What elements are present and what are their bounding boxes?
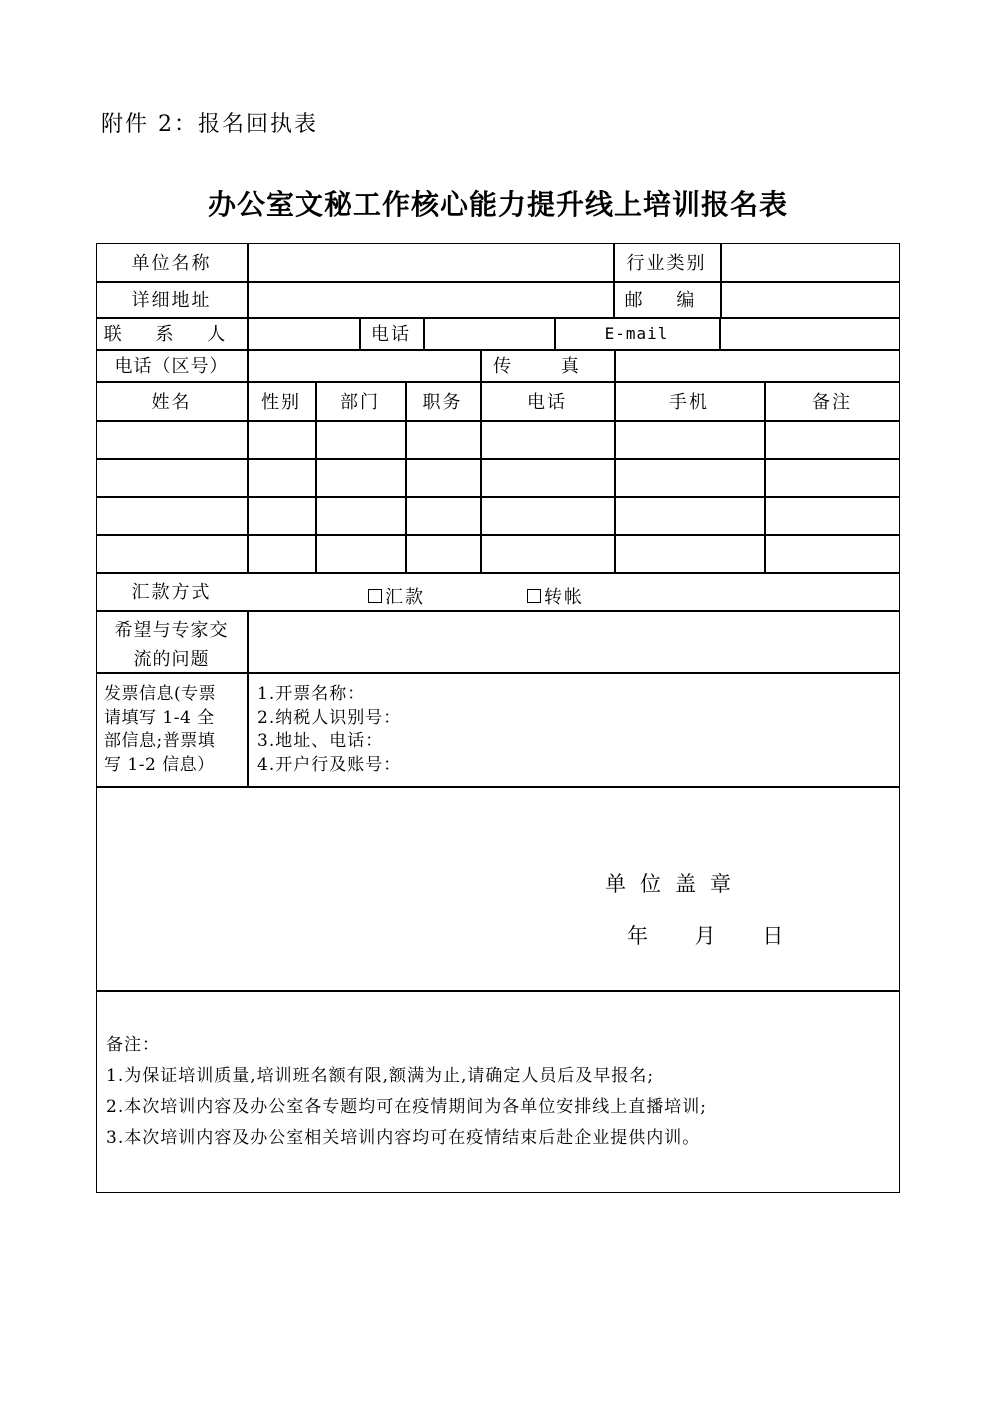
questions-field[interactable] — [249, 612, 898, 672]
contact-field[interactable] — [249, 317, 359, 349]
col-header-remarks: 备注 — [812, 391, 852, 413]
email-field[interactable] — [721, 317, 898, 349]
col-header-gender: 性别 — [261, 391, 301, 413]
col-header-mobile: 手机 — [669, 391, 709, 413]
payment-label: 汇款方式 — [131, 582, 212, 603]
note-item: 2.本次培训内容及办公室各专题均可在疫情期间为各单位安排线上直播培训; — [106, 1097, 707, 1117]
fax-label: 传 真 — [493, 356, 601, 377]
checkbox-icon[interactable] — [527, 589, 541, 603]
questions-label: 希望与专家交 流的问题 — [114, 620, 229, 670]
col-header-position: 职务 — [422, 391, 463, 413]
row-divider — [96, 420, 900, 422]
unit-name-label: 单位名称 — [131, 253, 212, 274]
contact-label: 联 系 人 — [103, 324, 240, 345]
invoice-item: 3.地址、电话： — [257, 731, 384, 751]
col-header-name: 姓名 — [151, 391, 192, 413]
areacode-phone-label: 电话（区号） — [114, 356, 229, 377]
row-divider — [96, 990, 900, 992]
payment-option-transfer-label: 转帐 — [544, 587, 584, 608]
invoice-item: 2.纳税人识别号： — [257, 707, 402, 728]
areacode-phone-field[interactable] — [249, 349, 480, 381]
fax-field[interactable] — [616, 349, 898, 381]
checkbox-icon[interactable] — [368, 589, 382, 603]
postcode-label: 邮 编 — [624, 290, 709, 311]
industry-label: 行业类别 — [626, 253, 707, 274]
invoice-label: 发票信息(专票 请填写 1-4 全 部信息;普票填 写 1-2 信息） — [104, 684, 217, 775]
col-header-department: 部门 — [340, 391, 380, 413]
attachment-label: 附件 2：报名回执表 — [101, 112, 318, 137]
invoice-items — [257, 683, 401, 777]
address-field[interactable] — [249, 281, 613, 317]
unit-name-field[interactable] — [249, 243, 613, 281]
phone-field[interactable] — [425, 317, 554, 349]
payment-option-remit[interactable] — [368, 583, 425, 609]
notes-heading: 备注： — [106, 1035, 160, 1055]
invoice-item: 1.开票名称： — [257, 684, 366, 704]
industry-field[interactable] — [722, 243, 898, 281]
note-item: 3.本次培训内容及办公室相关培训内容均可在疫情结束后赴企业提供内训。 — [106, 1128, 701, 1148]
address-label: 详细地址 — [131, 290, 212, 311]
postcode-field[interactable] — [722, 281, 898, 317]
payment-option-remit-label: 汇款 — [385, 587, 425, 608]
phone-label: 电话 — [371, 324, 411, 345]
row-divider — [96, 786, 900, 788]
invoice-item: 4.开户行及账号： — [257, 754, 402, 775]
note-item: 1.为保证培训质量,培训班名额有限,额满为止,请确定人员后及早报名; — [106, 1066, 655, 1086]
payment-option-transfer[interactable] — [527, 583, 584, 609]
row-divider — [96, 458, 900, 460]
row-divider — [96, 534, 900, 536]
form-title: 办公室文秘工作核心能力提升线上培训报名表 — [207, 188, 788, 221]
date-label: 年 月 日 — [627, 924, 804, 948]
email-label: E-mail — [604, 323, 669, 343]
row-divider — [96, 496, 900, 498]
col-header-phone: 电话 — [527, 391, 567, 413]
notes-section — [106, 1030, 707, 1154]
unit-stamp-label: 单位盖章 — [605, 872, 745, 896]
